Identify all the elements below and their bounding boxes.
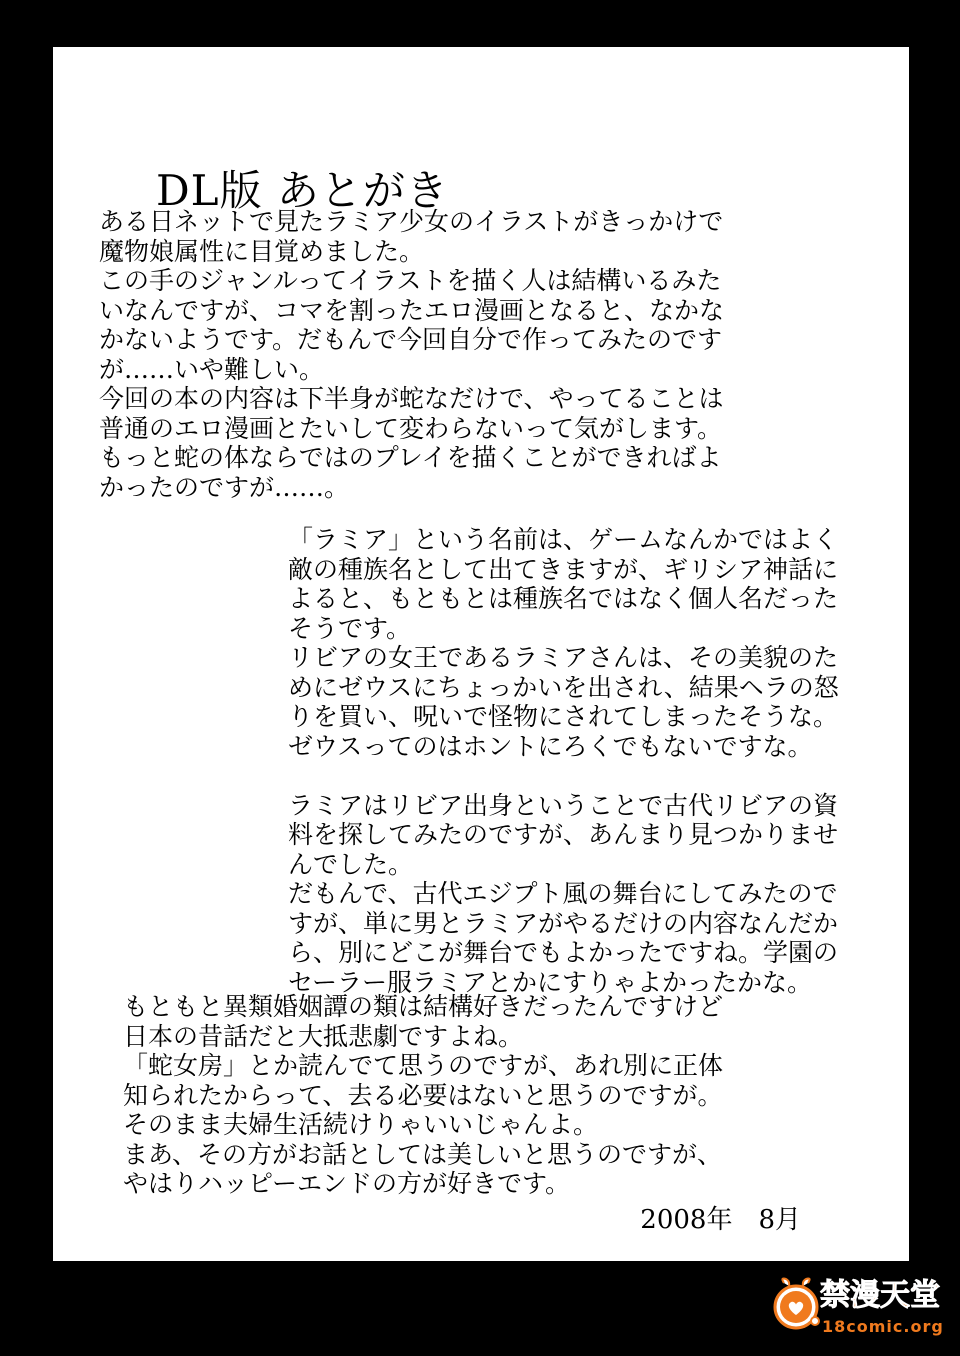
text-line: 「蛇女房」とか読んでて思うのですが、あれ別に正体	[123, 1051, 724, 1080]
site-watermark	[770, 1277, 950, 1347]
paragraph-block-1	[99, 207, 724, 502]
text-line: すが、単に男とラミアがやるだけの内容なんだか	[288, 908, 839, 938]
text-line: んでした。	[288, 849, 414, 879]
watermark-name: 禁漫天堂	[820, 1278, 940, 1313]
text-line: リビアの女王であるラミアさんは、その美貌のた	[288, 643, 839, 672]
text-line: 普通のエロ漫画とたいして変わらないって気がします。	[99, 413, 723, 443]
text-line: 日本の昔話だと大抵悲劇ですよね。	[123, 1021, 524, 1051]
text-line: ゼウスってのはホントにろくでもないですな。	[288, 731, 813, 761]
watermark-site: 18comic.org	[822, 1317, 944, 1336]
text-line: だもんで、古代エジプト風の舞台にしてみたので	[288, 879, 838, 908]
paragraph-block-2	[288, 525, 839, 997]
text-line: 「ラミア」という名前は、ゲームなんかではよく	[288, 525, 839, 554]
text-line: もっと蛇の体ならではのプレイを描くことができればよ	[99, 443, 722, 472]
text-line: よると、もともとは種族名ではなく個人名だった	[288, 584, 839, 613]
page-panel	[53, 47, 909, 1261]
text-line: めにゼウスにちょっかいを出され、結果ヘラの怒	[288, 672, 839, 702]
text-line: 魔物娘属性に目覚めました。	[99, 236, 425, 266]
text-line: この手のジャンルってイラストを描く人は結構いるみた	[99, 266, 722, 295]
text-line: 今回の本の内容は下半身が蛇なだけで、やってることは	[99, 384, 724, 413]
text-line: が……いや難しい。	[99, 354, 325, 384]
text-line: 敵の種族名として出てきますが、ギリシア神話に	[288, 554, 839, 584]
text-line: かったのですが……。	[99, 472, 350, 502]
date-signature: 2008年 8月	[640, 1205, 801, 1235]
paragraph-gap	[288, 761, 839, 791]
text-line: ら、別にどこが舞台でもよかったですね。学園の	[288, 938, 839, 967]
text-line: いなんですが、コマを割ったエロ漫画となると、なかな	[99, 295, 725, 325]
text-line: セーラー服ラミアとかにすりゃよかったかな。	[288, 967, 813, 997]
text-line: そのまま夫婦生活続けりゃいいじゃんよ。	[123, 1110, 599, 1139]
text-line: まあ、その方がお話としては美しいと思うのですが、	[123, 1139, 723, 1169]
text-line: やはりハッピーエンドの方が好きです。	[123, 1169, 571, 1198]
mascot-logo-icon	[770, 1277, 824, 1333]
text-line: かないようです。だもんで今回自分で作ってみたのです	[99, 325, 723, 354]
text-line: りを買い、呪いで怪物にされてしまったそうな。	[288, 702, 839, 731]
text-line: もともと異類婚姻譚の類は結構好きだったんですけど	[123, 992, 724, 1021]
paragraph-block-3	[123, 992, 723, 1199]
text-line: ある日ネットで見たラミア少女のイラストがきっかけで	[99, 207, 724, 236]
text-line: 料を探してみたのですが、あんまり見つかりませ	[288, 820, 839, 849]
text-line: そうです。	[288, 613, 412, 643]
page-title: DL版 あとがき	[156, 166, 449, 215]
text-line: 知られたからって、去る必要はないと思うのですが。	[123, 1080, 723, 1110]
text-line: ラミアはリビア出身ということで古代リビアの資	[288, 790, 839, 820]
